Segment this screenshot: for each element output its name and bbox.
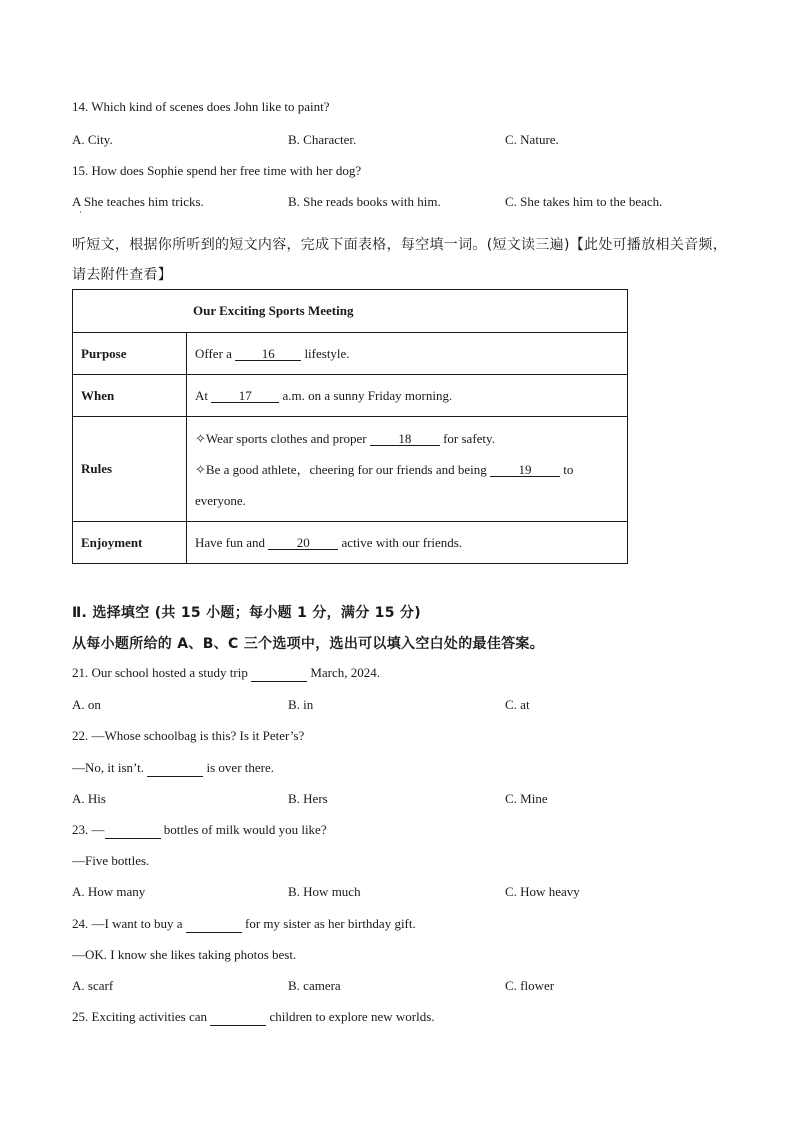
q21-blank[interactable] [251, 665, 307, 682]
q15-option-c: C. She takes him to the beach. [505, 194, 663, 209]
q24-option-b: B. camera [288, 978, 341, 993]
q15-option-a: A She teaches him tricks. [72, 194, 204, 209]
q23-line2: —Five bottles. [72, 853, 150, 868]
q22-option-c: C. Mine [505, 791, 548, 806]
table-row-enjoyment [73, 522, 628, 564]
q22-option-b: B. Hers [288, 791, 328, 806]
dot-mark-icon: · [79, 207, 82, 217]
diamond-bullet-icon: ✧ [195, 430, 206, 446]
q21-text-post: March, 2024. [307, 665, 381, 680]
purpose-text-pre: Offer a [195, 345, 236, 361]
q21-text-pre: 21. Our school hosted a study trip [72, 665, 252, 680]
q23-blank[interactable] [105, 822, 161, 839]
table-row-rules [73, 417, 628, 522]
q24-text-post: for my sister as her birthday gift. [241, 916, 416, 931]
row-content-enjoyment [187, 522, 628, 564]
q23-option-b: B. How much [288, 884, 361, 899]
answer-blank-19[interactable]: 19 [490, 463, 560, 477]
answer-blank-17[interactable]: 17 [211, 389, 279, 403]
q24-line1 [72, 916, 416, 933]
q14-option-a: A. City. [72, 132, 113, 147]
enjoyment-text-pre: Have fun and [195, 534, 269, 550]
answer-blank-20[interactable]: 20 [268, 536, 338, 550]
table-title: Our Exciting Sports Meeting [73, 290, 628, 333]
table-row-purpose [73, 333, 628, 375]
row-label-enjoyment: Enjoyment [73, 522, 187, 564]
row-label-when: When [73, 375, 187, 417]
row-content-when [187, 375, 628, 417]
q22-blank[interactable] [147, 760, 203, 777]
q14-option-c: C. Nature. [505, 132, 559, 147]
listening-instruction-line1: 听短文，根据你所听到的短文内容，完成下面表格，每空填一词。(短文读三遍)【此处可播放相关音频， [72, 237, 728, 253]
rules-line1-pre: Wear sports clothes and proper [205, 430, 370, 446]
table-title-row [73, 290, 628, 333]
q22-option-a: A. His [72, 791, 106, 806]
row-label-rules: Rules [73, 417, 187, 522]
purpose-text-post: lifestyle. [301, 345, 350, 361]
rules-line2-pre: Be a good athlete，cheering for our friends and being [205, 461, 491, 477]
q25-question [72, 1009, 435, 1026]
enjoyment-text-post: active with our friends. [338, 534, 463, 550]
q21-option-b: B. in [288, 697, 314, 712]
sports-meeting-table [72, 289, 628, 564]
q23-text-pre: 23. — [72, 822, 105, 837]
q24-line2: —OK. I know she likes taking photos best. [72, 947, 297, 962]
row-content-purpose [187, 333, 628, 375]
row-content-rules [187, 417, 628, 522]
rules-line2-post: to [560, 461, 574, 477]
listening-instruction-line2: 请去附件查看】 [72, 267, 173, 283]
q15-option-b: B. She reads books with him. [288, 194, 441, 209]
q14-question: 14. Which kind of scenes does John like to paint? [72, 99, 330, 114]
q25-text-pre: 25. Exciting activities can [72, 1009, 211, 1024]
q23-line1 [72, 822, 327, 839]
table-row-when [73, 375, 628, 417]
answer-blank-18[interactable]: 18 [370, 432, 440, 446]
rules-line1 [195, 423, 619, 454]
q25-text-post: children to explore new worlds. [266, 1009, 435, 1024]
row-label-purpose: Purpose [73, 333, 187, 375]
q24-option-c: C. flower [505, 978, 555, 993]
q24-blank[interactable] [186, 916, 242, 933]
q23-option-c: C. How heavy [505, 884, 580, 899]
q14-option-b: B. Character. [288, 132, 357, 147]
rules-line2 [195, 454, 619, 485]
q21-option-c: C. at [505, 697, 530, 712]
when-text-pre: At [195, 387, 212, 403]
section2-instruction: 从每小题所给的 A、B、C 三个选项中，选出可以填入空白处的最佳答案。 [72, 636, 545, 652]
rules-line1-post: for safety. [439, 430, 495, 446]
q24-option-a: A. scarf [72, 978, 114, 993]
q22-line1: 22. —Whose schoolbag is this? Is it Peter’s? [72, 728, 305, 743]
q24-text-pre: 24. —I want to buy a [72, 916, 186, 931]
when-text-post: a.m. on a sunny Friday morning. [279, 387, 453, 403]
q22-line2 [72, 760, 274, 777]
q22-text-pre: —No, it isn’t. [72, 760, 148, 775]
q21-option-a: A. on [72, 697, 101, 712]
q22-text-post: is over there. [203, 760, 275, 775]
q25-blank[interactable] [210, 1009, 266, 1026]
section2-heading: Ⅱ. 选择填空 (共 15 小题；每小题 1 分，满分 15 分) [72, 605, 421, 621]
rules-line3: everyone. [195, 492, 246, 508]
answer-blank-16[interactable]: 16 [235, 347, 301, 361]
q21-question [72, 665, 380, 682]
q23-text-post: bottles of milk would you like? [160, 822, 327, 837]
diamond-bullet-icon: ✧ [195, 461, 206, 477]
q23-option-a: A. How many [72, 884, 146, 899]
q15-question: 15. How does Sophie spend her free time with her dog? [72, 163, 362, 178]
